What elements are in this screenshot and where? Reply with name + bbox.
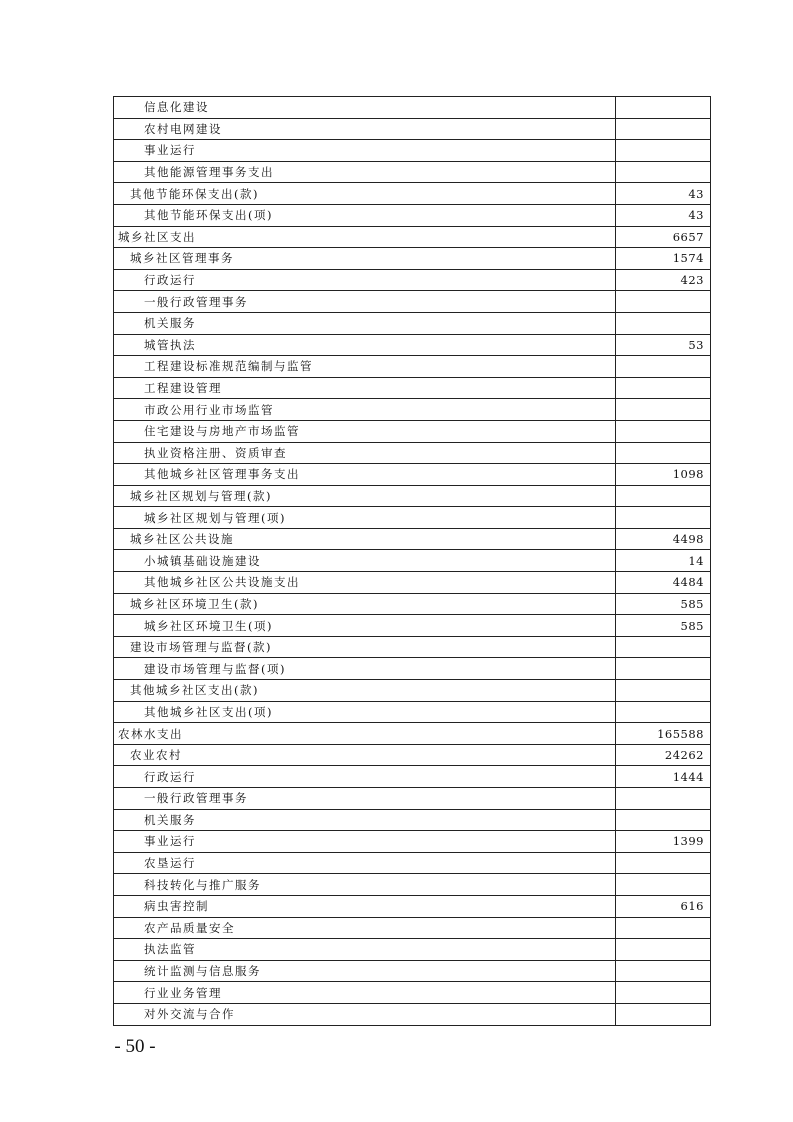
row-name-cell: 一般行政管理事务: [114, 291, 616, 313]
table-row: [114, 161, 711, 183]
page-number: - 50 -: [114, 1036, 156, 1057]
row-name-cell: 统计监测与信息服务: [114, 960, 616, 982]
row-amount-cell: [616, 788, 711, 810]
table-row: [114, 528, 711, 550]
table-row: [114, 658, 711, 680]
row-amount-cell: 585: [616, 615, 711, 637]
table-row: [114, 97, 711, 119]
table-row: [114, 701, 711, 723]
table-row: [114, 895, 711, 917]
row-name-cell: 其他能源管理事务支出: [114, 161, 616, 183]
row-amount-cell: [616, 636, 711, 658]
row-amount-cell: 423: [616, 269, 711, 291]
row-name-cell: 住宅建设与房地产市场监管: [114, 420, 616, 442]
row-name-cell: 机关服务: [114, 312, 616, 334]
row-amount-cell: 1098: [616, 464, 711, 486]
table-body: [114, 97, 711, 1026]
table-row: [114, 399, 711, 421]
row-name-cell: 农产品质量安全: [114, 917, 616, 939]
row-name-cell: 城乡社区规划与管理(款): [114, 485, 616, 507]
table-row: [114, 140, 711, 162]
row-amount-cell: 616: [616, 895, 711, 917]
row-name-cell: 事业运行: [114, 140, 616, 162]
table-row: [114, 248, 711, 270]
row-name-cell: 执业资格注册、资质审查: [114, 442, 616, 464]
row-amount-cell: 4484: [616, 572, 711, 594]
row-name-cell: 城管执法: [114, 334, 616, 356]
row-name-cell: 市政公用行业市场监管: [114, 399, 616, 421]
table-row: [114, 960, 711, 982]
table-row: [114, 809, 711, 831]
row-name-cell: 城乡社区支出: [114, 226, 616, 248]
row-name-cell: 其他城乡社区公共设施支出: [114, 572, 616, 594]
table-row: [114, 572, 711, 594]
row-name-cell: 病虫害控制: [114, 895, 616, 917]
table-row: [114, 420, 711, 442]
row-name-cell: 信息化建设: [114, 97, 616, 119]
row-name-cell: 其他节能环保支出(款): [114, 183, 616, 205]
row-amount-cell: 4498: [616, 528, 711, 550]
row-name-cell: 执法监管: [114, 939, 616, 961]
row-name-cell: 科技转化与推广服务: [114, 874, 616, 896]
row-name-cell: 其他节能环保支出(项): [114, 204, 616, 226]
row-amount-cell: [616, 874, 711, 896]
row-name-cell: 农村电网建设: [114, 118, 616, 140]
row-name-cell: 建设市场管理与监督(款): [114, 636, 616, 658]
table-row: [114, 334, 711, 356]
table-row: [114, 312, 711, 334]
table-row: [114, 356, 711, 378]
table-row: [114, 464, 711, 486]
row-name-cell: 城乡社区公共设施: [114, 528, 616, 550]
row-amount-cell: [616, 809, 711, 831]
table-row: [114, 615, 711, 637]
row-amount-cell: [616, 97, 711, 119]
table-row: [114, 788, 711, 810]
row-amount-cell: 43: [616, 204, 711, 226]
table-row: [114, 874, 711, 896]
table-row: [114, 636, 711, 658]
row-name-cell: 城乡社区环境卫生(款): [114, 593, 616, 615]
row-amount-cell: 6657: [616, 226, 711, 248]
row-amount-cell: 165588: [616, 723, 711, 745]
row-amount-cell: [616, 701, 711, 723]
table-row: [114, 982, 711, 1004]
row-name-cell: 其他城乡社区支出(项): [114, 701, 616, 723]
table-row: [114, 744, 711, 766]
row-name-cell: 城乡社区规划与管理(项): [114, 507, 616, 529]
row-amount-cell: [616, 507, 711, 529]
row-amount-cell: [616, 312, 711, 334]
row-name-cell: 对外交流与合作: [114, 1003, 616, 1025]
table-row: [114, 226, 711, 248]
table-row: [114, 183, 711, 205]
table-row: [114, 118, 711, 140]
row-amount-cell: [616, 485, 711, 507]
table-row: [114, 485, 711, 507]
table-row: [114, 377, 711, 399]
row-name-cell: 城乡社区管理事务: [114, 248, 616, 270]
row-amount-cell: 1444: [616, 766, 711, 788]
row-amount-cell: [616, 680, 711, 702]
row-name-cell: 其他城乡社区管理事务支出: [114, 464, 616, 486]
row-amount-cell: [616, 291, 711, 313]
row-amount-cell: 14: [616, 550, 711, 572]
row-amount-cell: 1399: [616, 831, 711, 853]
row-amount-cell: [616, 442, 711, 464]
row-amount-cell: [616, 852, 711, 874]
table-row: [114, 831, 711, 853]
table-row: [114, 593, 711, 615]
row-amount-cell: 24262: [616, 744, 711, 766]
row-amount-cell: [616, 917, 711, 939]
row-amount-cell: [616, 140, 711, 162]
table-row: [114, 204, 711, 226]
row-amount-cell: [616, 377, 711, 399]
row-amount-cell: [616, 356, 711, 378]
row-name-cell: 行政运行: [114, 269, 616, 291]
row-name-cell: 其他城乡社区支出(款): [114, 680, 616, 702]
row-amount-cell: [616, 399, 711, 421]
table-row: [114, 939, 711, 961]
row-name-cell: 行政运行: [114, 766, 616, 788]
row-amount-cell: [616, 658, 711, 680]
row-name-cell: 农林水支出: [114, 723, 616, 745]
row-amount-cell: 585: [616, 593, 711, 615]
row-name-cell: 机关服务: [114, 809, 616, 831]
table-row: [114, 442, 711, 464]
table-row: [114, 917, 711, 939]
row-amount-cell: [616, 161, 711, 183]
row-name-cell: 工程建设管理: [114, 377, 616, 399]
row-amount-cell: [616, 960, 711, 982]
table-row: [114, 1003, 711, 1025]
row-amount-cell: [616, 1003, 711, 1025]
table-row: [114, 723, 711, 745]
table-row: [114, 507, 711, 529]
row-amount-cell: [616, 420, 711, 442]
row-amount-cell: [616, 939, 711, 961]
row-name-cell: 工程建设标准规范编制与监管: [114, 356, 616, 378]
table-row: [114, 680, 711, 702]
table-row: [114, 550, 711, 572]
row-amount-cell: 43: [616, 183, 711, 205]
row-name-cell: 事业运行: [114, 831, 616, 853]
row-name-cell: 小城镇基础设施建设: [114, 550, 616, 572]
row-amount-cell: 53: [616, 334, 711, 356]
row-name-cell: 行业业务管理: [114, 982, 616, 1004]
row-amount-cell: 1574: [616, 248, 711, 270]
budget-table: [113, 96, 711, 1026]
row-name-cell: 城乡社区环境卫生(项): [114, 615, 616, 637]
row-amount-cell: [616, 982, 711, 1004]
table-row: [114, 766, 711, 788]
row-name-cell: 农垦运行: [114, 852, 616, 874]
row-name-cell: 农业农村: [114, 744, 616, 766]
row-name-cell: 一般行政管理事务: [114, 788, 616, 810]
table-row: [114, 291, 711, 313]
table-row: [114, 852, 711, 874]
row-amount-cell: [616, 118, 711, 140]
row-name-cell: 建设市场管理与监督(项): [114, 658, 616, 680]
table-row: [114, 269, 711, 291]
